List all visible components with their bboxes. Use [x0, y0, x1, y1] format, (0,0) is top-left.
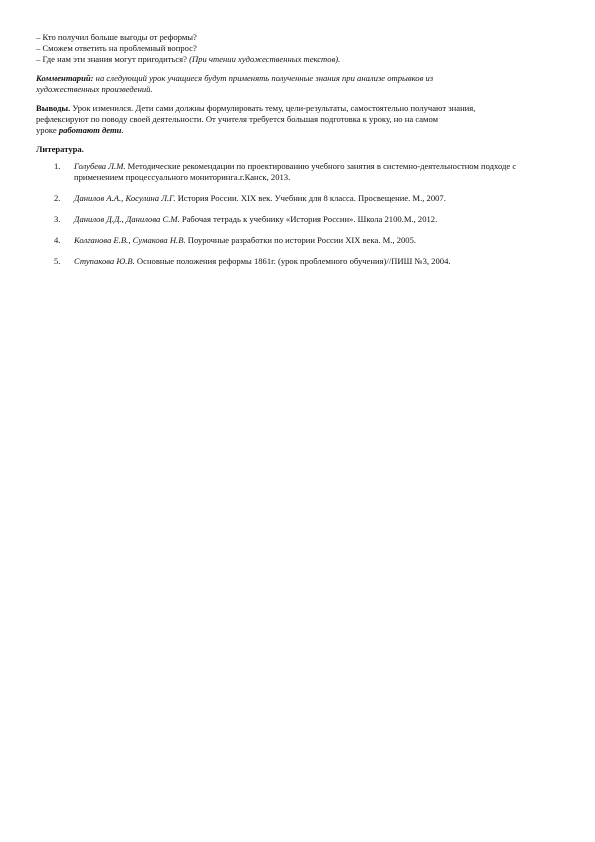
- conclusions-text-end: .: [121, 125, 124, 135]
- conclusions-line: [36, 103, 556, 114]
- item-text: История России. XIX век. Учебник для 8 класса. Просвещение. М., 2007.: [175, 193, 446, 203]
- question-line: – Сможем ответить на проблемный вопрос?: [36, 43, 197, 53]
- question-text: – Где нам эти знания могут пригодиться?: [36, 54, 187, 64]
- item-number: 5.: [54, 256, 61, 266]
- literature-item: [36, 256, 556, 267]
- item-author: Данилов А.А., Косулина Л.Г.: [74, 193, 176, 203]
- literature-item: [36, 193, 556, 204]
- conclusions-text: Урок изменился. Дети сами должны формулировать тему, цели-результаты, самостоятельно получают знания,: [70, 103, 476, 113]
- question-line: – Кто получил больше выгоды от реформы?: [36, 32, 197, 42]
- literature-list: [36, 161, 556, 267]
- literature-heading: Литература.: [36, 144, 84, 154]
- item-author: Колганова Е.В., Сумакова Н.В.: [74, 235, 186, 245]
- item-text: Методические рекомендации по проектированию учебного занятия в системно-деятельностном подходе с применением процессуального мониторинга.г.Канск, 2013.: [74, 161, 517, 182]
- item-number: 2.: [54, 193, 61, 203]
- questions-block: [36, 32, 556, 65]
- conclusions-text-start: уроке: [36, 125, 59, 135]
- literature-block: [36, 144, 556, 267]
- item-author: Голубева Л.М.: [74, 161, 126, 171]
- question-line: [36, 54, 556, 65]
- item-author: Ступакова Ю.В.: [74, 256, 135, 266]
- item-text: Основные положения реформы 1861г. (урок проблемного обучения)//ПИШ №3, 2004.: [134, 256, 451, 266]
- item-number: 1.: [54, 161, 61, 171]
- conclusions-block: [36, 103, 556, 136]
- conclusions-last-line: [36, 125, 556, 136]
- comment-line: [36, 73, 556, 84]
- literature-item: [36, 214, 556, 225]
- comment-block: [36, 73, 556, 95]
- item-number: 4.: [54, 235, 61, 245]
- document-page: [36, 32, 556, 277]
- item-text: Поурочные разработки по истории России XIX века. М., 2005.: [185, 235, 417, 245]
- conclusions-text-cont: рефлексируют по поводу своей деятельности. От учителя требуется большая подготовка к уроку, но на самом: [36, 114, 439, 124]
- conclusions-emphasis: работают дети: [58, 125, 122, 135]
- comment-text: на следующий урок учащиеся будут применять полученные знания при анализе отрывков из: [93, 73, 434, 83]
- literature-item: [36, 235, 556, 246]
- item-text: Рабочая тетрадь к учебнику «История России». Школа 2100.М., 2012.: [179, 214, 438, 224]
- comment-text-cont: художественных произведений.: [36, 84, 153, 94]
- literature-item: [36, 161, 556, 183]
- item-number: 3.: [54, 214, 61, 224]
- question-note: (При чтении художественных текстов).: [189, 54, 341, 64]
- comment-label: Комментарий:: [36, 73, 94, 83]
- conclusions-label: Выводы.: [36, 103, 71, 113]
- item-author: Данилов Д.Д., Данилова С.М.: [74, 214, 180, 224]
